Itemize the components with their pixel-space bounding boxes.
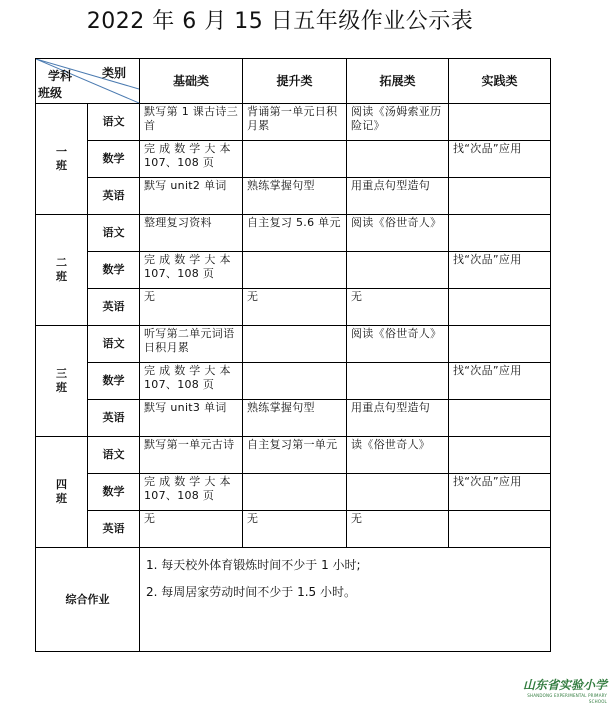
column-header-practice: 实践类 bbox=[449, 59, 551, 104]
homework-cell: 阅读《汤姆索亚历险记》 bbox=[347, 104, 449, 141]
summary-note: 1. 每天校外体育锻炼时间不少于 1 小时; bbox=[146, 558, 361, 572]
homework-cell: 用重点句型造句 bbox=[347, 400, 449, 437]
homework-cell: 无 bbox=[243, 289, 347, 326]
table-row bbox=[36, 400, 551, 437]
class-name-cell: 三 班 bbox=[36, 326, 88, 437]
homework-cell bbox=[449, 511, 551, 548]
homework-cell bbox=[449, 104, 551, 141]
homework-cell: 熟练掌握句型 bbox=[243, 400, 347, 437]
homework-cell: 阅读《俗世奇人》 bbox=[347, 215, 449, 252]
homework-cell bbox=[243, 141, 347, 178]
subject-cell: 数学 bbox=[88, 474, 140, 511]
homework-cell: 无 bbox=[347, 289, 449, 326]
table-row bbox=[36, 511, 551, 548]
column-header-basic: 基础类 bbox=[140, 59, 243, 104]
homework-cell: 默写第一单元古诗 bbox=[140, 437, 243, 474]
table-row bbox=[36, 252, 551, 289]
subject-cell: 英语 bbox=[88, 289, 140, 326]
table-row bbox=[36, 363, 551, 400]
subject-cell: 数学 bbox=[88, 141, 140, 178]
homework-cell bbox=[449, 400, 551, 437]
homework-cell bbox=[347, 474, 449, 511]
header-row bbox=[36, 59, 551, 104]
table-row bbox=[36, 437, 551, 474]
homework-cell: 完 成 数 学 大 本 107、108 页 bbox=[140, 363, 243, 400]
summary-notes bbox=[140, 548, 551, 652]
homework-cell: 用重点句型造句 bbox=[347, 178, 449, 215]
corner-category-label: 类别 bbox=[102, 66, 127, 80]
homework-cell: 背诵第一单元日积月累 bbox=[243, 104, 347, 141]
table-row bbox=[36, 104, 551, 141]
subject-cell: 英语 bbox=[88, 511, 140, 548]
table-row bbox=[36, 178, 551, 215]
homework-cell: 找“次品”应用 bbox=[449, 252, 551, 289]
homework-cell: 整理复习资料 bbox=[140, 215, 243, 252]
table-row bbox=[36, 326, 551, 363]
homework-cell bbox=[347, 363, 449, 400]
column-header-advanced: 提升类 bbox=[243, 59, 347, 104]
homework-cell: 读《俗世奇人》 bbox=[347, 437, 449, 474]
homework-cell bbox=[243, 474, 347, 511]
corner-class-label: 班级 bbox=[38, 86, 63, 100]
school-logo-english: SHANDONG EXPERIMENTAL PRIMARY SCHOOL bbox=[527, 693, 607, 704]
homework-cell: 找“次品”应用 bbox=[449, 141, 551, 178]
homework-cell: 无 bbox=[347, 511, 449, 548]
homework-cell: 默写第 1 课古诗三首 bbox=[140, 104, 243, 141]
homework-cell bbox=[449, 178, 551, 215]
homework-cell: 熟练掌握句型 bbox=[243, 178, 347, 215]
homework-cell: 无 bbox=[140, 289, 243, 326]
subject-cell: 英语 bbox=[88, 400, 140, 437]
subject-cell: 语文 bbox=[88, 104, 140, 141]
summary-note: 2. 每周居家劳动时间不少于 1.5 小时。 bbox=[146, 585, 356, 599]
homework-cell bbox=[449, 289, 551, 326]
homework-cell: 找“次品”应用 bbox=[449, 363, 551, 400]
table-row bbox=[36, 215, 551, 252]
homework-cell bbox=[243, 326, 347, 363]
homework-cell: 默写 unit2 单词 bbox=[140, 178, 243, 215]
homework-cell: 自主复习第一单元 bbox=[243, 437, 347, 474]
subject-cell: 数学 bbox=[88, 363, 140, 400]
summary-label: 综合作业 bbox=[36, 548, 140, 652]
school-logo-name: 山东省实验小学 bbox=[522, 678, 607, 692]
subject-cell: 语文 bbox=[88, 215, 140, 252]
table-row bbox=[36, 474, 551, 511]
summary-row bbox=[36, 548, 551, 652]
homework-cell bbox=[347, 141, 449, 178]
homework-cell: 无 bbox=[140, 511, 243, 548]
homework-cell bbox=[449, 326, 551, 363]
homework-cell: 无 bbox=[243, 511, 347, 548]
table-row bbox=[36, 289, 551, 326]
homework-cell: 默写 unit3 单词 bbox=[140, 400, 243, 437]
subject-cell: 语文 bbox=[88, 326, 140, 363]
class-name-cell: 一 班 bbox=[36, 104, 88, 215]
homework-cell bbox=[243, 363, 347, 400]
homework-cell: 自主复习 5.6 单元 bbox=[243, 215, 347, 252]
page-title: 2022 年 6 月 15 日五年级作业公示表 bbox=[86, 9, 474, 34]
corner-subject-label: 学科 bbox=[48, 69, 73, 83]
homework-cell: 听写第二单元词语日积月累 bbox=[140, 326, 243, 363]
header-corner bbox=[36, 59, 140, 104]
subject-cell: 数学 bbox=[88, 252, 140, 289]
homework-cell: 完 成 数 学 大 本 107、108 页 bbox=[140, 252, 243, 289]
homework-cell: 完 成 数 学 大 本 107、108 页 bbox=[140, 474, 243, 511]
class-name-cell: 四 班 bbox=[36, 437, 88, 548]
homework-cell bbox=[347, 252, 449, 289]
homework-cell bbox=[449, 215, 551, 252]
subject-cell: 语文 bbox=[88, 437, 140, 474]
subject-cell: 英语 bbox=[88, 178, 140, 215]
table-row bbox=[36, 141, 551, 178]
column-header-extended: 拓展类 bbox=[347, 59, 449, 104]
homework-cell bbox=[243, 252, 347, 289]
class-name-cell: 二 班 bbox=[36, 215, 88, 326]
homework-table bbox=[35, 58, 551, 652]
homework-cell: 完 成 数 学 大 本 107、108 页 bbox=[140, 141, 243, 178]
homework-cell bbox=[449, 437, 551, 474]
homework-cell: 找“次品”应用 bbox=[449, 474, 551, 511]
homework-cell: 阅读《俗世奇人》 bbox=[347, 326, 449, 363]
